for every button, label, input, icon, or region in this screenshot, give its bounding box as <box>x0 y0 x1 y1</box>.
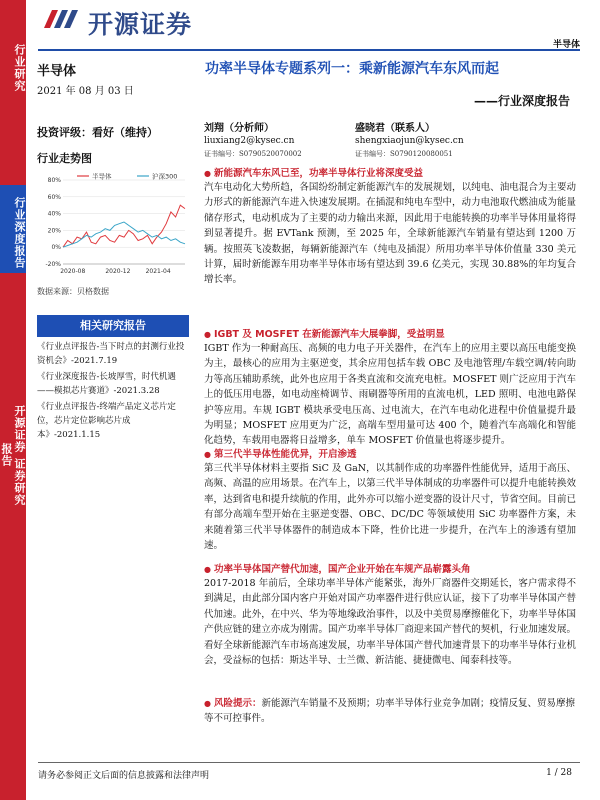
legend-label: 沪深300 <box>152 172 178 181</box>
trend-chart-title: 行业走势图 <box>37 152 92 165</box>
related-report-link[interactable]: 《行业点评报告-终端产品定义芯片定位，芯片定位影响芯片成本》-2021.1.15 <box>37 402 176 440</box>
series-line <box>63 205 185 247</box>
y-tick-label: 40% <box>47 210 61 218</box>
y-tick-label: 0% <box>51 244 61 252</box>
section-heading: ● IGBT 及 MOSFET 在新能源汽车大展拳脚，受益明显 <box>204 326 445 340</box>
industry-trend-chart <box>37 172 189 284</box>
category-tag: 半导体 <box>552 40 580 50</box>
related-report-link[interactable]: 《行业深度报告-长坡厚雪，时代机遇——模拟芯片赛道》-2021.3.28 <box>37 372 176 396</box>
logo-mark-icon <box>40 6 80 32</box>
x-tick-label: 2020-08 <box>60 268 86 275</box>
footer-divider <box>38 762 580 763</box>
report-date: 2021 年 08 月 03 日 <box>37 86 134 97</box>
report-title: 功率半导体专题系列一：乘新能源汽车东风而起 <box>205 61 499 77</box>
company-logo <box>40 4 240 39</box>
legend-label: 半导体 <box>92 172 112 181</box>
logo-text: 开源证券 <box>88 10 193 39</box>
author-name: 刘翔（分析师） <box>204 123 274 134</box>
author-name: 盛晓君（联系人） <box>355 123 435 134</box>
related-reports-list <box>37 340 192 444</box>
legal-disclaimer: 请务必参阅正文后面的信息披露和法律声明 <box>38 771 210 781</box>
x-tick-label: 2020-12 <box>105 268 131 275</box>
author-cert: 证书编号：S0790120080051 <box>355 150 453 158</box>
report-subtitle: ——行业深度报告 <box>473 94 570 108</box>
section-body: IGBT 作为一种耐高压、高频的电力电子开关器件，在汽车上的应用主要以高压电能变换为主，最核心的应用为主驱逆变，其余应用包括车载 OBC 及电池管理/车载空调/转向助力等高压辅助系统，此外也应用于各类直流和交流充电桩。MOSFET 则广泛应用于汽车上的低压用电器，如电动座椅调节、雨刷器等所用的直流电机，LED 照明、电池电路保护等应用。车规 IGBT 模块承受电压高、过电流大，在汽车电动化进程中价值量提升最为明显；MOSFET 应用更为广泛，高端车型用量可达 400 个，随着汽车高端化和智能化趋势，车载用电器将日益增多，单车 MOSFET 价值量也将逐步提升。 <box>204 343 576 447</box>
section-heading: ● 第三代半导体性能优异，开启渗透 <box>204 446 357 460</box>
y-tick-label: 60% <box>47 193 61 201</box>
chart-legend <box>77 172 177 181</box>
related-reports-header: 相关研究报告 <box>37 315 189 337</box>
side-label-brokerage: 开源证券 证券研究报告 <box>0 404 26 506</box>
author-block <box>204 122 302 161</box>
section-body: 汽车电动化大势所趋，各国纷纷制定新能源汽车的发展规划，以纯电、油电混合为主要动力形式的新能源汽车进入快速发展期。在插混和纯电车型中，动力电池取代燃油成为能量储存形式，电动机成为了主要的动力输出来源，因此用于电能转换的功率半导体用量将得到显著提升。据 EVTank 预测，至 2025 年，全球新能源汽车销量有望达到 1200 万辆。按照英飞凌数据，每辆新能源汽车（纯电及插混）所用功率半导体价值量 330 美元计算，届时新能源车用功率半导体市场有望达到 39.6 亿美元，实现 30.88%的年均复合增长率。 <box>204 182 576 286</box>
data-source-note: 数据来源：贝格数据 <box>37 287 109 296</box>
section-body: 2017-2018 年前后，全球功率半导体产能紧张，海外厂商器件交期延长，客户需求得不到满足，由此部分国内客户开始对国产功率器件进行供应认证，接下了功率半导体国产替代加速。此外，在中兴、华为等地缘政治事件，以及中美贸易摩擦催化下，功率半导体国产供应链的建立亦成为刚需。国产功率半导体厂商迎来国产替代的契机，行业加速发展。看好全球新能源汽车市场高速发展，功率半导体国产替代加速背景下的功率半导体行业机会，受益标的包括：斯达半导、士兰微、新洁能、捷捷微电、闻泰科技等。 <box>204 578 576 667</box>
section-body: 第三代半导体材料主要指 SiC 及 GaN，以其制作成的功率器件性能优异，适用于高压、高频、高温的应用场景。在汽车上，以第三代半导体制成的功率器件可以提升电能转换效率，达到省电和提升续航的作用，此外亦可以缩小逆变器的设计尺寸，节省空间。目前已有部分高端车型开始在主驱逆变器、OBC、DC/DC 等领域使用 SiC 功率器件方案，未来随着第三代半导体器件的制造成本下降，性价比进一步提升，在汽车上的渗透有望加速。 <box>204 463 576 552</box>
x-tick-label: 2021-04 <box>145 268 171 275</box>
risk-notice <box>204 696 576 727</box>
side-label-report-type: 行业深度报告 <box>0 185 26 273</box>
header-divider <box>38 49 580 51</box>
section-heading: ● 新能源汽车东风已至，功率半导体行业将深度受益 <box>204 165 423 179</box>
y-tick-label: 20% <box>47 227 61 235</box>
author-block <box>355 122 464 161</box>
author-email[interactable]: liuxiang2@kysec.cn <box>204 136 295 146</box>
chart-grid <box>45 177 185 275</box>
risk-body: 新能源汽车销量不及预期；功率半导体行业竞争加剧；疫情反复、贸易摩擦等不可控事件。 <box>204 698 576 725</box>
industry-name: 半导体 <box>37 64 77 79</box>
investment-rating: 投资评级：看好（维持） <box>37 126 158 139</box>
author-cert: 证书编号：S0790520070002 <box>204 150 302 158</box>
y-tick-label: 80% <box>47 177 61 184</box>
y-tick-label: -20% <box>45 261 61 268</box>
risk-heading: ● 风险提示： <box>204 698 262 709</box>
section-heading: ● 功率半导体国产替代加速，国产企业开始在车规产品崭露头角 <box>204 561 471 575</box>
related-report-link[interactable]: 《行业点评报告-当下时点的封测行业投资机会》-2021.7.19 <box>37 342 185 366</box>
page-number: 1 / 28 <box>546 768 572 778</box>
series-line <box>63 222 185 247</box>
side-label-industry-research: 行业研究 <box>13 44 26 92</box>
author-email[interactable]: shengxiaojun@kysec.cn <box>355 136 464 146</box>
chart-series-group <box>63 205 185 247</box>
